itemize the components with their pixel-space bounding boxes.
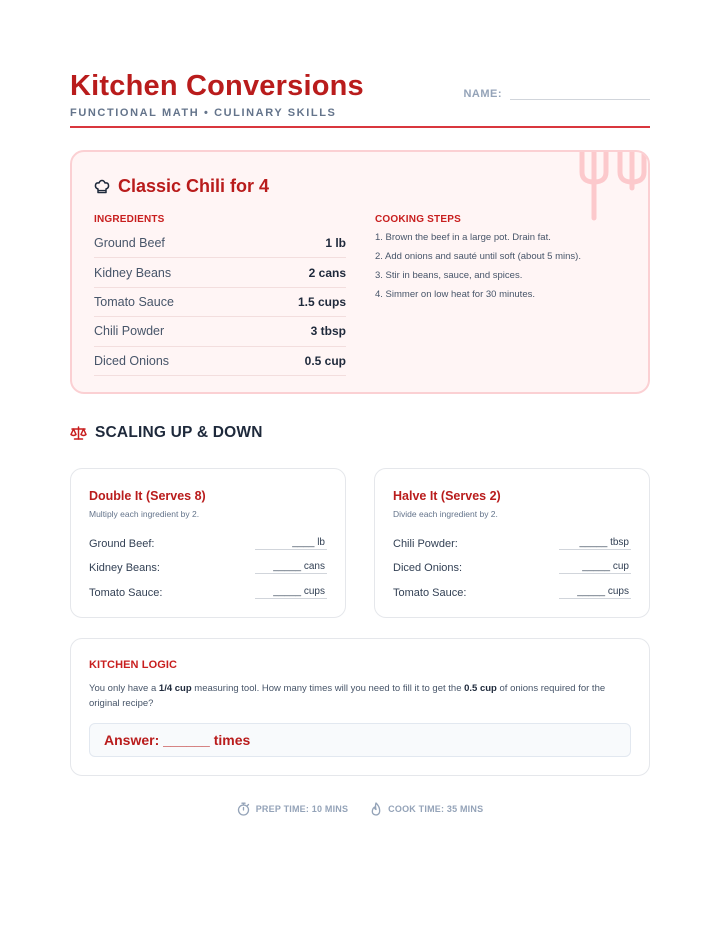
fork-icon [570, 150, 648, 224]
chef-hat-icon [94, 179, 110, 195]
balance-scale-icon [70, 425, 87, 441]
question-row [89, 586, 327, 599]
prep-time [237, 802, 348, 816]
ingredient-qty: 1.5 cups [297, 294, 346, 309]
ingredient-name: Kidney Beans [94, 265, 172, 280]
question-label: Chili Powder: [393, 538, 458, 550]
scaling-heading [70, 424, 263, 442]
name-field [463, 86, 650, 100]
stopwatch-icon [237, 802, 250, 816]
question-row [89, 537, 327, 550]
answer-blank[interactable]: ____ lb [255, 537, 327, 550]
answer-blank[interactable]: _____ cups [255, 586, 327, 599]
double-it-title: Double It (Serves 8) [89, 489, 206, 503]
cooking-step: 4. Simmer on low heat for 30 minutes. [375, 289, 535, 300]
cook-time-text: COOK TIME: 35 MINS [388, 804, 484, 814]
ingredient-row [94, 229, 346, 258]
question-row [393, 561, 631, 574]
ingredient-name: Tomato Sauce [94, 294, 174, 309]
recipe-title [94, 176, 269, 197]
question-row [393, 537, 631, 550]
ingredient-qty: 1 lb [325, 236, 346, 251]
scaling-heading-text: SCALING UP & DOWN [95, 424, 263, 441]
question-label: Tomato Sauce: [393, 587, 467, 599]
answer-blank[interactable]: _____ cup [559, 561, 631, 574]
halve-it-instruction: Divide each ingredient by 2. [393, 509, 498, 519]
kitchen-logic-label: KITCHEN LOGIC [89, 659, 178, 671]
recipe-title-text: Classic Chili for 4 [118, 176, 270, 196]
kitchen-logic-question: You only have a 1/4 cup measuring tool. How many times will you need to fill it to get the 0.5 cup of onions required for the original recipe? [89, 683, 606, 709]
question-row [89, 561, 327, 574]
ingredient-row [94, 317, 346, 346]
answer-blank[interactable]: _____ cans [255, 561, 327, 574]
ingredient-row [94, 288, 346, 317]
page-subtitle: FUNCTIONAL MATH • CULINARY SKILLS [70, 107, 337, 119]
page-title: Kitchen Conversions [70, 70, 364, 102]
ingredient-qty: 3 tbsp [310, 324, 346, 339]
halve-it-card [374, 468, 650, 618]
worksheet-header [70, 70, 650, 128]
cooking-step: 2. Add onions and sauté until soft (about 5 mins). [375, 251, 581, 262]
answer-text: Answer: ______ times [104, 732, 251, 748]
ingredients-label: INGREDIENTS [94, 214, 165, 225]
footer [0, 802, 720, 816]
name-input-line[interactable] [510, 86, 650, 100]
ingredient-qty: 2 cans [308, 265, 346, 280]
ingredients-list [94, 229, 346, 376]
question-row [393, 586, 631, 599]
answer-blank[interactable]: _____ cups [559, 586, 631, 599]
answer-blank[interactable]: _____ tbsp [559, 537, 631, 550]
question-label: Tomato Sauce: [89, 587, 163, 599]
ingredient-name: Diced Onions [94, 353, 170, 368]
cooking-steps-label: COOKING STEPS [375, 214, 461, 225]
cooking-step: 1. Brown the beef in a large pot. Drain fat. [375, 232, 551, 243]
flame-icon [370, 802, 382, 816]
name-label: NAME: [463, 88, 502, 100]
answer-box[interactable] [89, 723, 631, 757]
kitchen-logic-card [70, 638, 650, 776]
question-label: Ground Beef: [89, 538, 155, 550]
question-label: Kidney Beans: [89, 562, 160, 574]
double-it-instruction: Multiply each ingredient by 2. [89, 509, 200, 519]
double-it-card [70, 468, 346, 618]
ingredient-name: Ground Beef [94, 236, 165, 251]
halve-it-title: Halve It (Serves 2) [393, 489, 501, 503]
cook-time [370, 802, 483, 816]
cooking-step: 3. Stir in beans, sauce, and spices. [375, 270, 523, 281]
question-label: Diced Onions: [393, 562, 463, 574]
prep-time-text: PREP TIME: 10 MINS [255, 804, 349, 814]
recipe-card [70, 150, 650, 394]
ingredient-row [94, 258, 346, 287]
ingredient-qty: 0.5 cup [304, 353, 346, 368]
cooking-steps-section [375, 214, 635, 301]
ingredient-name: Chili Powder [94, 324, 165, 339]
ingredient-row [94, 347, 346, 376]
ingredients-section [94, 214, 346, 376]
